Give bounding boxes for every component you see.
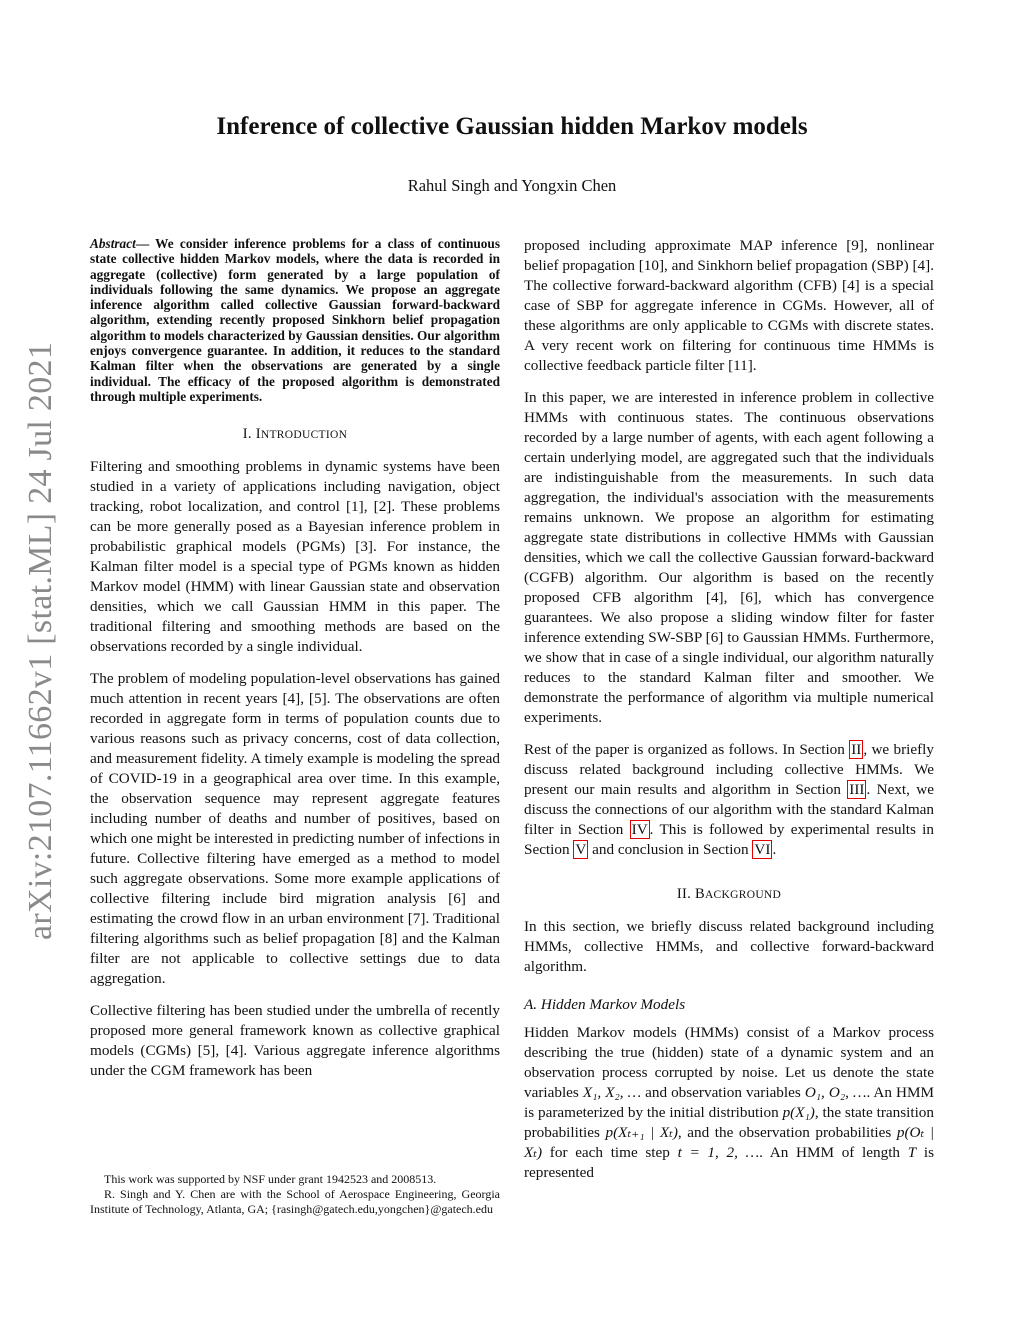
abstract-label: Abstract [90,236,136,251]
background-paragraph-1: In this section, we briefly discuss related background including HMMs, collective HMMs, and collective forward-backward algorithm. [524,918,934,975]
text-run: Hidden Markov models (HMMs) consist of a Markov process describing the true (hidden) state of a dynamic system and an observation process corrupted by noise. Let us denote the state variables [524,1024,934,1101]
text-run: and conclusion in Section [588,841,753,858]
math-inline: p(Oₜ | Xₜ) [524,1124,934,1161]
text-run: . This is followed by experimental results in Section [524,821,934,858]
section-heading-introduction [90,424,500,445]
section-link-iii[interactable]: III [849,781,865,798]
intro-paragraph-1: Filtering and smoothing problems in dynamic systems have been studied in a variety of applications including navigation, object tracking, robot localization, and control [1], [2]. These problems can be more generally posed as a Bayesian inference problem in probabilistic graphical models (PGMs) [3]. For instance, the Kalman filter model is a special type of PGMs known as hidden Markov model (HMM) with linear Gaussian state and observation densities, which we call Gaussian HMM in this paper. The traditional filtering and smoothing methods are based on the observations recorded by a single individual. [90,458,500,656]
text-run: , we briefly discuss related background including collective HMMs. We present our main results and algorithm in Section [524,741,934,798]
intro-paragraph-5: In this paper, we are interested in inference problem in collective HMMs with continuous states. The continuous observations recorded by a large number of agents, with each agent following a certain underlying model, are aggregated such that the individuals are indistinguishable from the measurements. In such data aggregation, the individual's association with the measurements remains unknown. We propose an algorithm for estimating aggregate state distributions in collective HMMs with Gaussian densities, which we call the collective Gaussian forward-backward (CGFB) algorithm. Our algorithm is based on the recently proposed CFB algorithm [4], [6], which has convergence guarantees. We also propose a sliding window filter for faster inference extending SW-SBP [6] to Gaussian HMMs. Furthermore, we show that in case of a single individual, our algorithm naturally reduces to the standard Kalman filter and smoother. We demonstrate the performance of algorithm via multiple numerical experiments. [524,389,934,726]
section-link-vi[interactable]: VI [754,841,771,858]
text-run: . An HMM is parameterized by the initial distribution [524,1084,934,1121]
math-inline: X₁, X₂, … [582,1084,642,1101]
text-run: Rest of the paper is organized as follows. In Section [524,741,850,758]
section-heading-rest: NTRODUCTION [260,429,348,442]
intro-paragraph-3: Collective filtering has been studied under the umbrella of recently proposed more general framework known as collective graphical models (CGMs) [5], [4]. Various aggregate inference algorithms under the CGM framework has been [90,1002,500,1080]
section-link-iv[interactable]: IV [631,821,648,838]
intro-paragraph-2: The problem of modeling population-level observations has gained much attention in recent years [4], [5]. The observations are often recorded in aggregate form in terms of population counts due to various reasons such as privacy concerns, cost of data collection, and measurement fidelity. A timely example is modeling the spread of COVID-19 in a geographical area over time. In this example, the observation sequence may represent aggregate features including number of deaths and number of positives, based on which one might be interested in predicting number of infections in future. Collective filtering have emerged as a method to model such aggregate observations. Some more example applications of collective filtering include bird migration analysis [6] and estimating the crowd flow in an urban environment [7]. Traditional filtering algorithms such as belief propagation [8] and the Kalman filter are not applicable to collective settings due to data aggregation. [90,670,500,988]
math-inline: T [907,1144,917,1161]
footnote [90,1172,500,1217]
section-heading-number: I. I [242,426,261,443]
footnote-affiliation: R. Singh and Y. Chen are with the School of Aerospace Engineering, Georgia Institute of Technology, Atlanta, GA; {rasingh@gatech.edu,yongchen}@gatech.edu [90,1187,500,1216]
background-paragraph-2 [524,1023,934,1183]
text-run: . Next, we discuss the connections of our algorithm with the standard Kalman filter in Section [524,781,934,838]
abstract-text: — We consider inference problems for a class of continuous state collective hidden Markov models, where the data is recorded in aggregate (collective) form generated by a large population of individuals following the same dynamics. We propose an aggregate inference algorithm called collective Gaussian forward-backward algorithm, extending recently proposed Sinkhorn belief propagation algorithm to models characterized by Gaussian densities. Our algorithm enjoys convergence guarantee. In addition, it reduces to the standard Kalman filter when the observations are generated by a single individual. The efficacy of the proposed algorithm is demonstrated through multiple experiments. [90,236,500,404]
paper-title: Inference of collective Gaussian hidden Markov models [216,113,808,140]
section-link-v[interactable]: V [575,841,587,858]
text-run: is represented [524,1144,934,1181]
subsection-heading-hmm: A. Hidden Markov Models [524,996,686,1013]
abstract [90,236,500,404]
right-column [524,236,934,1195]
section-heading-number: II. B [676,886,705,902]
text-run: . [772,841,777,858]
math-inline: p(X₁) [782,1104,815,1121]
text-run: . An HMM of length [759,1144,908,1161]
section-heading-rest: ACKGROUND [704,889,782,901]
left-column [90,236,500,1093]
footnote-funding: This work was supported by NSF under grant 1942523 and 2008513. [104,1172,437,1186]
math-inline: p(Xₜ₊₁ | Xₜ) [605,1124,678,1141]
math-inline: t = 1, 2, … [677,1144,760,1161]
text-run: and observation variables [641,1084,805,1101]
intro-paragraph-6 [524,740,934,860]
paper-authors: Rahul Singh and Yongxin Chen [407,176,617,195]
section-link-ii[interactable]: II [851,741,862,758]
text-run: for each time step [542,1144,678,1161]
math-inline: O₁, O₂, … [804,1084,867,1101]
text-run: , the state transition probabilities [524,1104,934,1141]
section-heading-background [524,884,934,905]
text-run: , and the observation probabilities [677,1124,897,1141]
arxiv-identifier-stamp[interactable]: arXiv:2107.11662v1 [stat.ML] 24 Jul 2021 [22,341,59,940]
intro-paragraph-4: proposed including approximate MAP inference [9], nonlinear belief propagation [10], and Sinkhorn belief propagation (SBP) [4]. The collective forward-backward algorithm (CFB) [4] is a special case of SBP for aggregate inference in CGMs. However, all of these algorithms are only applicable to CGMs with discrete states. A very recent work on filtering for continuous time HMMs is collective feedback particle filter [11]. [524,237,934,374]
